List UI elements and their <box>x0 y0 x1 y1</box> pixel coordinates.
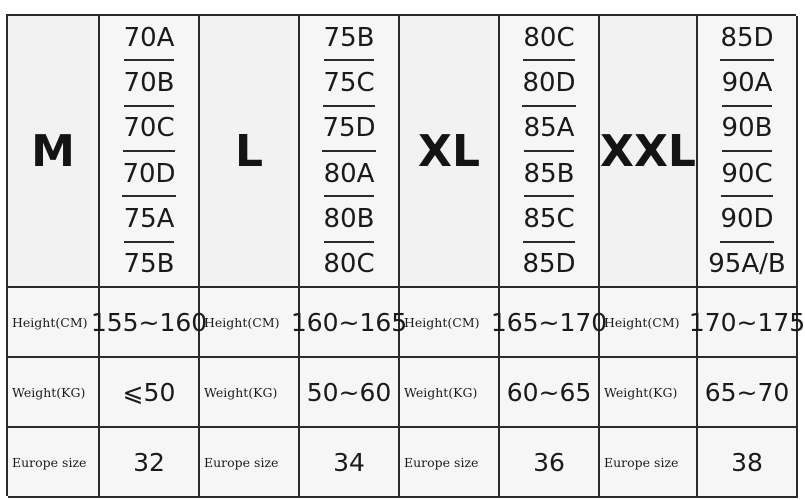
weight-label: Weight(KG) <box>8 358 100 428</box>
cup-size: 85D <box>522 249 576 280</box>
cup-size: 80C <box>523 16 574 61</box>
europe-size-value-l: 34 <box>300 428 400 498</box>
height-label: Height(CM) <box>600 288 698 358</box>
cup-size: 75D <box>322 107 375 152</box>
cup-list-xxl <box>698 16 798 288</box>
cup-size: 80A <box>324 152 375 197</box>
cup-size: 85B <box>524 152 575 197</box>
cup-size: 90B <box>722 107 773 152</box>
height-label: Height(CM) <box>400 288 500 358</box>
size-label-m: M <box>8 16 100 288</box>
cup-list-m <box>100 16 200 288</box>
cup-size: 80D <box>522 61 575 106</box>
weight-value-xl: 60~65 <box>500 358 600 428</box>
cup-size: 75A <box>124 197 175 242</box>
cup-list-l <box>300 16 400 288</box>
cup-size: 80B <box>324 197 375 242</box>
cup-size: 90D <box>720 197 773 242</box>
size-label-l: L <box>200 16 300 288</box>
cup-size: 70C <box>123 107 174 152</box>
europe-size-label: Europe size <box>200 428 300 498</box>
cup-size: 70B <box>124 61 175 106</box>
europe-size-value-xxl: 38 <box>698 428 798 498</box>
height-value-m: 155~160 <box>100 288 200 358</box>
height-label: Height(CM) <box>8 288 100 358</box>
cup-size: 75B <box>324 16 375 61</box>
europe-size-value-m: 32 <box>100 428 200 498</box>
size-label-xxl: XXL <box>600 16 698 288</box>
size-label-xl: XL <box>400 16 500 288</box>
cup-size: 85A <box>524 107 575 152</box>
cup-size: 70D <box>122 152 175 197</box>
europe-size-label: Europe size <box>600 428 698 498</box>
size-chart-table <box>6 14 805 496</box>
cup-size: 85D <box>720 16 773 61</box>
cup-list-xl <box>500 16 600 288</box>
cup-size: 75B <box>123 249 175 280</box>
europe-size-label: Europe size <box>8 428 100 498</box>
weight-value-m: ⩽50 <box>100 358 200 428</box>
height-value-xxl: 170~175 <box>698 288 798 358</box>
cup-size: 90C <box>721 152 772 197</box>
weight-label: Weight(KG) <box>200 358 300 428</box>
cup-size: 80C <box>323 249 375 280</box>
weight-value-xxl: 65~70 <box>698 358 798 428</box>
cup-size: 75C <box>323 61 374 106</box>
cup-size: 70A <box>124 16 175 61</box>
height-value-l: 160~165 <box>300 288 400 358</box>
weight-label: Weight(KG) <box>400 358 500 428</box>
cup-size: 95A/B <box>708 249 786 280</box>
cup-size: 85C <box>523 197 574 242</box>
weight-label: Weight(KG) <box>600 358 698 428</box>
cup-size: 90A <box>722 61 773 106</box>
europe-size-label: Europe size <box>400 428 500 498</box>
height-label: Height(CM) <box>200 288 300 358</box>
weight-value-l: 50~60 <box>300 358 400 428</box>
europe-size-value-xl: 36 <box>500 428 600 498</box>
height-value-xl: 165~170 <box>500 288 600 358</box>
